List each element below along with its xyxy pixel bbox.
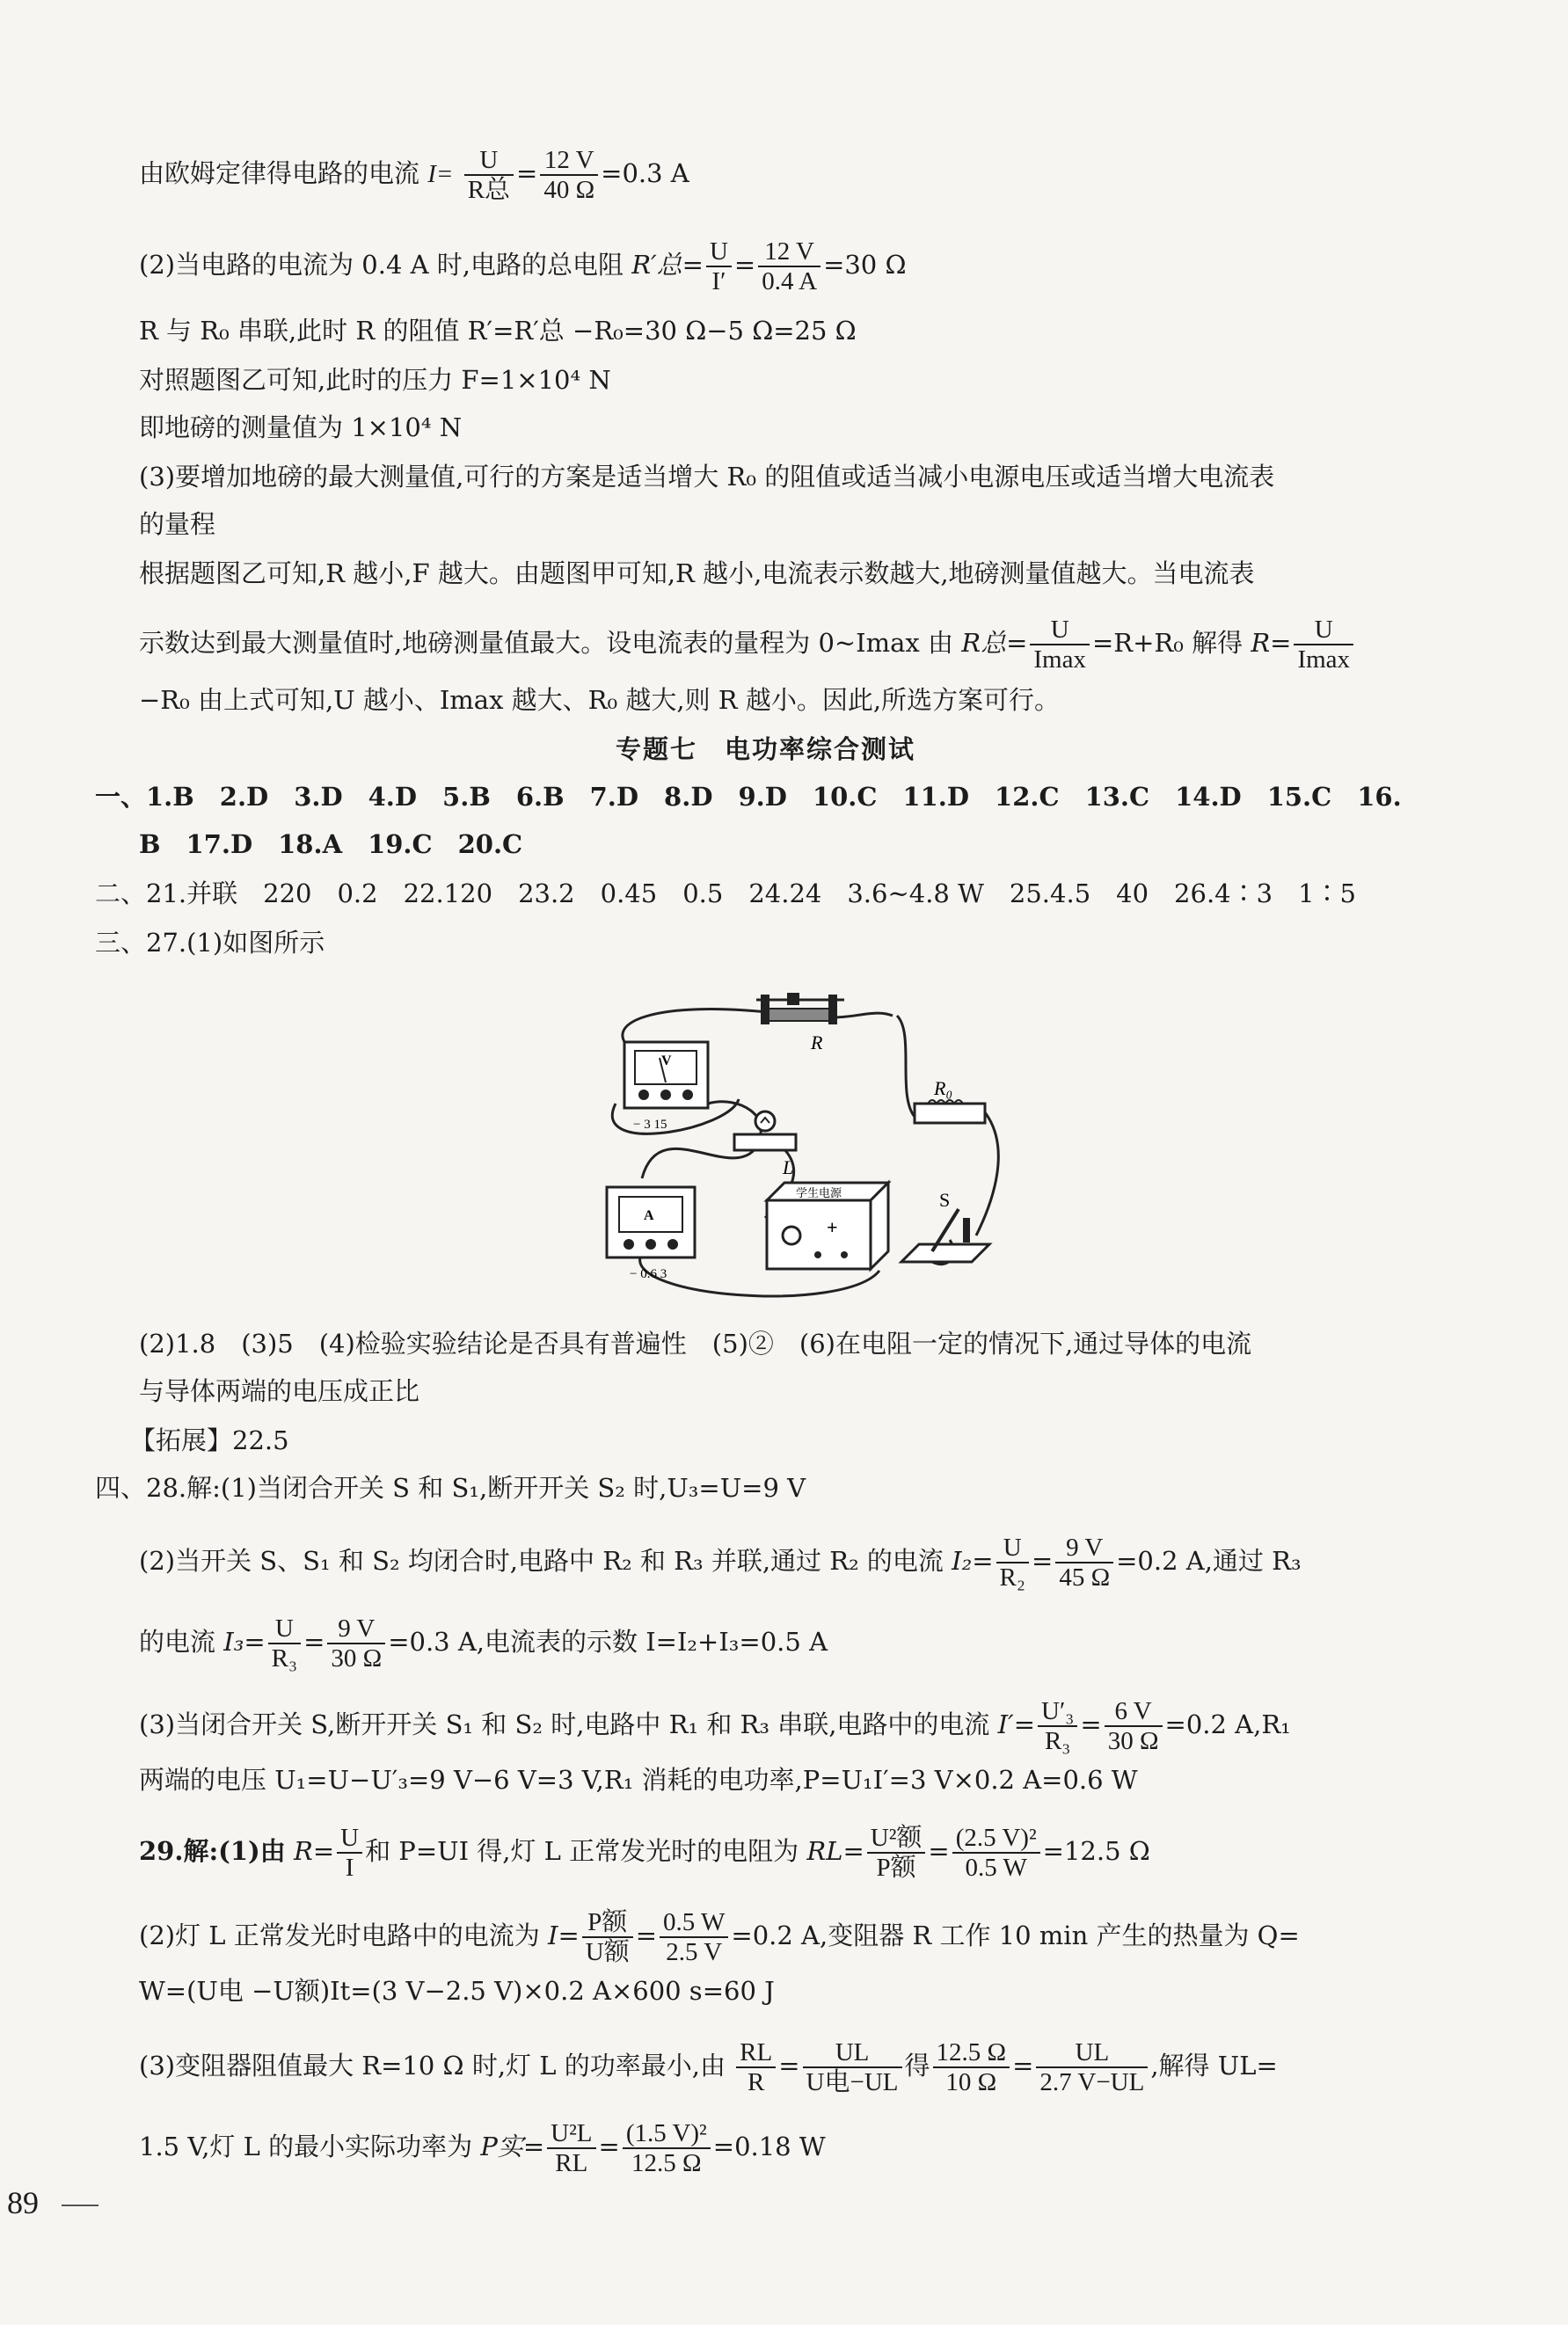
text: =0.2 A,R₁: [1164, 1709, 1291, 1739]
num: 6 V: [1105, 1697, 1163, 1727]
den: R₃: [271, 1644, 298, 1673]
den: I′: [711, 267, 726, 295]
lhs: R总=: [961, 628, 1028, 658]
den: Imax: [1297, 645, 1351, 674]
text: =0.2 A,通过 R₃: [1116, 1546, 1302, 1576]
solution-line-2: (2)当电路的电流为 0.4 A 时,电路的总电阻 R′总= $\frac{U}{I'}$ = $\frac{12 V}{0.4 A}$ =30 Ω: [139, 237, 907, 295]
text: 和 P=UI 得,灯 L 正常发光时的电阻为: [365, 1836, 799, 1866]
num: U: [464, 146, 514, 176]
answers-part-1a: 一、1.B 2.D 3.D 4.D 5.B 6.B 7.D 8.D 9.D 10.C 11.D 12.C 13.C 14.D 15.C 16.: [95, 782, 1402, 812]
num: 0.5 W: [660, 1908, 728, 1938]
solution-line-4: 对照题图乙可知,此时的压力 F=1×10⁴ N: [139, 365, 611, 395]
fraction: [867, 1824, 926, 1882]
lhs: P实=: [480, 2132, 545, 2161]
label-R0: R₀: [934, 1077, 953, 1099]
text: 示数达到最大测量值时,地磅测量值最大。设电流表的量程为 0~Imax 由: [139, 628, 954, 658]
solution-line-8: 根据题图乙可知,R 越小,F 越大。由题图甲可知,R 越小,电流表示数越大,地磅测量值越大。当电流表: [139, 558, 1255, 588]
q27-line-3: 与导体两端的电压成正比: [139, 1376, 420, 1406]
num: U: [1294, 616, 1353, 645]
section-heading: 专题七 电功率综合测试: [616, 734, 916, 764]
lhs: I₃=: [223, 1627, 266, 1657]
ammeter-scale: − 0.6 3: [630, 1267, 667, 1281]
text: 29.解:(1)由: [139, 1836, 286, 1866]
lhs: I′=: [997, 1709, 1035, 1739]
num: UL: [1036, 2038, 1148, 2068]
num: P额: [582, 1908, 633, 1938]
num: UL: [803, 2038, 902, 2068]
svg-text:V: V: [661, 1053, 672, 1068]
den: P额: [876, 1854, 916, 1882]
den: 45 Ω: [1059, 1563, 1111, 1592]
solution-line-10: −R₀ 由上式可知,U 越小、Imax 越大、R₀ 越大,则 R 越小。因此,所选方案可行。: [139, 685, 1061, 715]
fraction: [540, 146, 598, 204]
num: (2.5 V)²: [952, 1824, 1040, 1854]
fraction: [1055, 1534, 1113, 1592]
rheostat-icon: [756, 993, 844, 1024]
fraction: [547, 2119, 595, 2177]
solution-line-6: (3)要增加地磅的最大测量值,可行的方案是适当增大 R₀ 的阻值或适当减小电源电压或适当增大电流表: [139, 462, 1275, 492]
den: Imax: [1033, 645, 1086, 674]
fraction: [1038, 1697, 1077, 1755]
fraction: [803, 2038, 902, 2096]
fixed-resistor-icon: [915, 1100, 985, 1123]
den: 2.7 V−UL: [1039, 2068, 1145, 2096]
voltmeter-icon: [624, 1042, 708, 1108]
lhs: I=: [548, 1920, 580, 1950]
lhs: I₂=: [952, 1546, 994, 1576]
text: (2)当电路的电流为 0.4 A 时,电路的总电阻: [139, 250, 624, 280]
den: U电−UL: [806, 2068, 899, 2096]
text: (2)灯 L 正常发光时电路中的电流为: [139, 1920, 540, 1950]
fraction: [736, 2038, 776, 2096]
den: 40 Ω: [543, 176, 595, 204]
num: 12 V: [540, 146, 598, 176]
text: ,解得 UL=: [1150, 2051, 1278, 2081]
q28-line-1: 四、28.解:(1)当闭合开关 S 和 S₁,断开开关 S₂ 时,U₃=U=9 V: [95, 1473, 806, 1503]
text: =12.5 Ω: [1042, 1836, 1150, 1866]
lhs: RL=: [806, 1836, 864, 1866]
den: 0.5 W: [965, 1854, 1027, 1882]
fraction: [706, 237, 732, 295]
den: 30 Ω: [331, 1644, 383, 1673]
power-supply-label: 学生电源: [796, 1186, 842, 1199]
num: U²L: [547, 2119, 595, 2149]
fraction: [1030, 616, 1090, 674]
den: 12.5 Ω: [631, 2149, 702, 2177]
circuit-diagram: [580, 972, 1011, 1306]
text: 得: [904, 2051, 930, 2081]
text: =0.3 A: [601, 158, 689, 188]
den: 0.4 A: [762, 267, 818, 295]
den: R₂: [999, 1563, 1025, 1592]
q29-line-2: (2)灯 L 正常发光时电路中的电流为 I= P额 U额 = $\frac{0.5 W}{2.5 V}$ =0.2 A,变阻器 R 工作 10 min 产生的热量为 Q=: [139, 1908, 1300, 1966]
solution-line-1: 由欧姆定律得电路的电流 I= U R总 = $\frac{12 V}{40 \Omega}$ =0.3 A: [139, 146, 689, 204]
text: 1.5 V,灯 L 的最小实际功率为: [139, 2132, 473, 2161]
den: 2.5 V: [666, 1938, 723, 1966]
solution-line-3: R 与 R₀ 串联,此时 R 的阻值 R′=R′总 −R₀=30 Ω−5 Ω=25 Ω: [139, 316, 857, 346]
q29-line-5: 1.5 V,灯 L 的最小实际功率为 P实= $\frac{\text{U²L}}{RL}$ = $\frac{\text{(1.5 V)²}}{12.5 \Omega}$ =0.18 W: [139, 2119, 826, 2177]
answers-part-3: 三、27.(1)如图所示: [95, 928, 325, 958]
q28-line-3: 的电流 I₃= $\frac{U}{\text{R₃}}$ = $\frac{9 V}{30 \Omega}$ =0.3 A,电流表的示数 I=I₂+I₃=0.5 A: [139, 1614, 828, 1673]
text: =0.2 A,变阻器 R 工作 10 min 产生的热量为 Q=: [731, 1920, 1300, 1950]
num: (1.5 V)²: [623, 2119, 711, 2149]
fraction: [1294, 616, 1353, 674]
fraction: [933, 2038, 1010, 2096]
q28-line-4: (3)当闭合开关 S,断开开关 S₁ 和 S₂ 时,电路中 R₁ 和 R₃ 串联,电路中的电流 I′= $\frac{\text{U′₃}}{\text{R₃}}$ = $\frac{6 V}{30 \Omega}$ =0.2 A,R₁: [139, 1697, 1291, 1755]
fraction: [327, 1614, 385, 1673]
fraction: [1036, 2038, 1148, 2096]
fraction: [660, 1908, 728, 1966]
ammeter-icon: [607, 1187, 695, 1257]
q29-line-4: (3)变阻器阻值最大 R=10 Ω 时,灯 L 的功率最小,由 $\frac{RL}{R}$ = UL U电−UL 得 $\frac{12.5 \Omega}{10 \Omega}$ = $\frac{UL}{2.7 V-UL}$ ,解得 UL=: [139, 2038, 1278, 2096]
den: R: [748, 2068, 765, 2096]
text: =0.3 A,电流表的示数 I=I₂+I₃=0.5 A: [388, 1627, 828, 1657]
q27-line-2: (2)1.8 (3)5 (4)检验实验结论是否具有普遍性 (5)② (6)在电阻一定的情况下,通过导体的电流: [139, 1329, 1252, 1359]
text: =30 Ω: [823, 250, 907, 280]
label-S: S: [939, 1189, 951, 1211]
lhs: R=: [294, 1836, 335, 1866]
den: 10 Ω: [945, 2068, 997, 2096]
extension-answer: 【拓展】22.5: [130, 1425, 289, 1455]
text: (3)当闭合开关 S,断开开关 S₁ 和 S₂ 时,电路中 R₁ 和 R₃ 串联,电路中的电流: [139, 1709, 990, 1739]
lhs: R′总=: [631, 250, 704, 280]
q28-line-2: (2)当开关 S、S₁ 和 S₂ 均闭合时,电路中 R₂ 和 R₃ 并联,通过 R₂ 的电流 I₂= $\frac{U}{\text{R₂}}$ = $\frac{9 V}{45 \Omega}$ =0.2 A,通过 R₃: [139, 1534, 1302, 1592]
page-number: 89: [7, 2185, 39, 2220]
q29-line-3: W=(U电 −U额)It=(3 V−2.5 V)×0.2 A×600 s=60 J: [139, 1976, 775, 2006]
text: (3)变阻器阻值最大 R=10 Ω 时,灯 L 的功率最小,由: [139, 2051, 726, 2081]
q28-line-5: 两端的电压 U₁=U−U′₃=9 V−6 V=3 V,R₁ 消耗的电功率,P=U₁I′=3 V×0.2 A=0.6 W: [139, 1765, 1138, 1795]
text: 由欧姆定律得电路的电流: [139, 158, 420, 188]
answers-part-1b: B 17.D 18.A 19.C 20.C: [139, 829, 523, 859]
fraction: [582, 1908, 633, 1966]
svg-text:+: +: [827, 1216, 838, 1238]
solution-line-5: 即地磅的测量值为 1×10⁴ N: [139, 412, 463, 442]
num: U: [706, 237, 732, 267]
lhs: I=: [427, 160, 454, 188]
den: I: [345, 1854, 354, 1882]
solution-line-7: 的量程: [139, 509, 216, 539]
den: U额: [585, 1938, 630, 1966]
fraction: [268, 1614, 301, 1673]
fraction: [1105, 1697, 1163, 1755]
den: R总: [467, 176, 511, 204]
text: =R+R₀ 解得: [1091, 628, 1243, 658]
q29-line-1: 29.解:(1)由 R= $\frac{U}{I}$ 和 P=UI 得,灯 L 正常发光时的电阻为 RL= U²额 P额 = $\frac{\text{(2.5 V)²}}{0.5 W}$ =12.5 Ω: [139, 1824, 1150, 1882]
num: U: [337, 1824, 362, 1854]
text: =0.18 W: [712, 2132, 826, 2161]
fraction: [337, 1824, 362, 1882]
num: 9 V: [1055, 1534, 1113, 1563]
num: U: [268, 1614, 301, 1644]
label-L: L: [783, 1156, 794, 1178]
num: U′₃: [1038, 1697, 1077, 1727]
den: RL: [555, 2149, 588, 2177]
bulb-icon: [734, 1111, 796, 1150]
voltmeter-scale: − 3 15: [633, 1118, 667, 1132]
fraction: [758, 237, 820, 295]
num: 12 V: [758, 237, 820, 267]
den: R₃: [1044, 1727, 1071, 1755]
fraction: [996, 1534, 1029, 1592]
fraction: [952, 1824, 1040, 1882]
label-R: R: [811, 1031, 823, 1053]
text: (2)当开关 S、S₁ 和 S₂ 均闭合时,电路中 R₂ 和 R₃ 并联,通过 R₂ 的电流: [139, 1546, 944, 1576]
text: 的电流: [139, 1627, 216, 1657]
page-number-rule: [62, 2205, 98, 2206]
num: U: [996, 1534, 1029, 1563]
answers-part-2: 二、21.并联 220 0.2 22.120 23.2 0.45 0.5 24.24 3.6~4.8 W 25.4.5 40 26.4∶3 1∶5: [95, 878, 1356, 908]
num: 9 V: [327, 1614, 385, 1644]
lhs: R=: [1251, 628, 1292, 658]
fraction: [464, 146, 514, 204]
num: U: [1030, 616, 1090, 645]
solution-line-9: [139, 616, 1356, 674]
fraction: [623, 2119, 711, 2177]
num: U²额: [867, 1824, 926, 1854]
num: RL: [736, 2038, 776, 2068]
den: 30 Ω: [1107, 1727, 1159, 1755]
svg-text:A: A: [644, 1208, 654, 1223]
num: 12.5 Ω: [933, 2038, 1010, 2068]
